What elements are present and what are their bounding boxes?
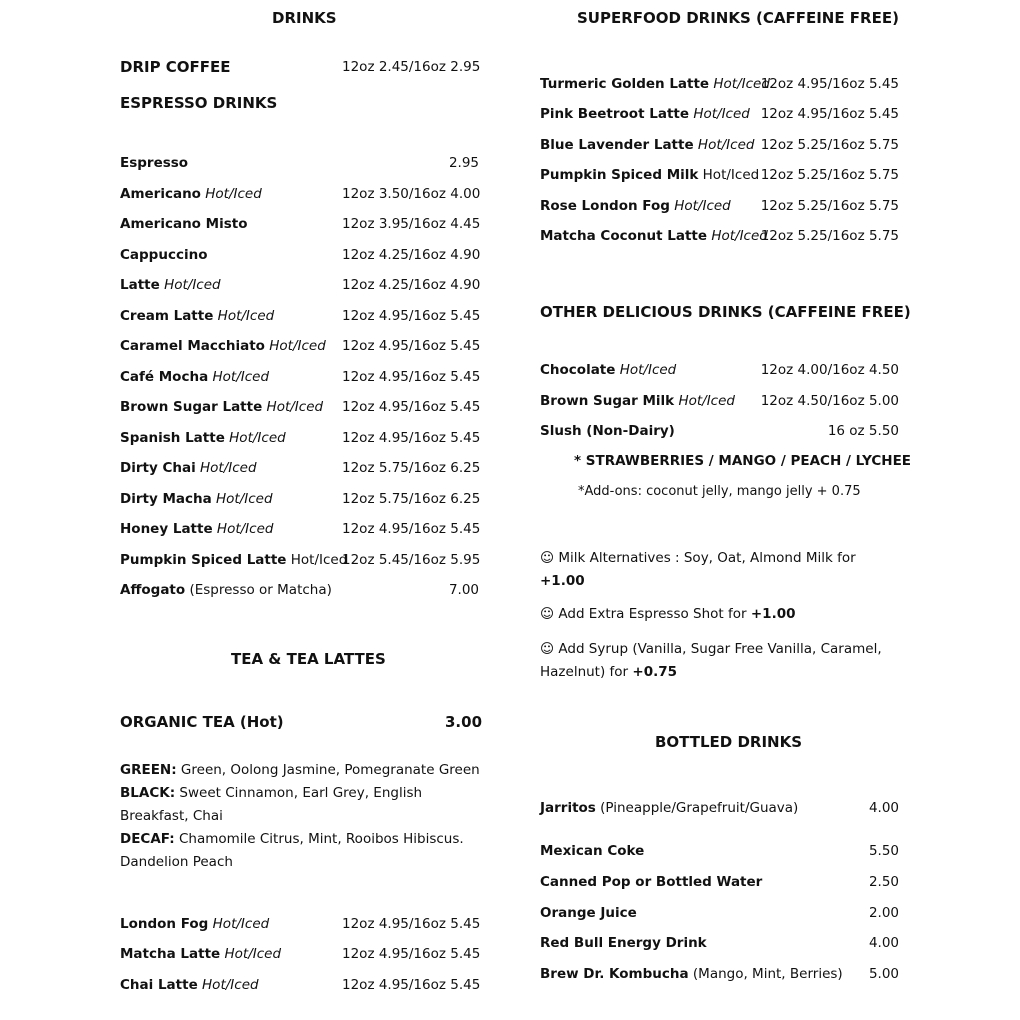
menu-item-name [120, 338, 326, 354]
item-name: Cream Latte [120, 307, 214, 324]
item-name: Brew Dr. Kombucha [540, 966, 689, 982]
item-price: 5.00 [868, 966, 899, 982]
item-extra: (Mango, Mint, Berries) [692, 966, 843, 982]
menu-item-name [540, 106, 750, 122]
item-price: 12oz 4.95/16oz 5.45 [342, 977, 481, 993]
item-price: 12oz 4.95/16oz 5.45 [342, 429, 481, 446]
menu-item-name [120, 247, 207, 263]
item-price: 12oz 4.95/16oz 5.45 [342, 368, 481, 385]
menu-item-name [120, 946, 281, 962]
bottled-item-name [540, 966, 843, 982]
item-modifier: Hot/Iced [678, 393, 735, 409]
item-price: 12oz 5.25/16oz 5.75 [760, 137, 899, 153]
organic-tea-name: ORGANIC TEA (Hot) [120, 713, 284, 731]
tea-type-decaf: DECAF: Chamomile Citrus, Mint, Rooibos Hibiscus. Dandelion Peach [120, 831, 464, 870]
menu-item-name [120, 369, 269, 385]
item-price: 16 oz 5.50 [827, 423, 899, 439]
item-price: 12oz 4.95/16oz 5.45 [342, 521, 481, 537]
item-name: Pink Beetroot Latte [540, 106, 690, 122]
item-modifier: Hot/Iced [217, 307, 275, 324]
item-name: Pumpkin Spiced Milk [540, 167, 699, 183]
organic-tea-price: 3.00 [445, 713, 483, 731]
item-price: 12oz 4.95/16oz 5.45 [342, 946, 481, 962]
item-price: 12oz 4.95/16oz 5.45 [342, 307, 481, 324]
smiley-icon: ☺ [540, 550, 555, 566]
item-modifier: Hot/Iced [229, 429, 286, 446]
drip-coffee-price: 12oz 2.45/16oz 2.95 [342, 59, 481, 75]
item-price: 12oz 5.25/16oz 5.75 [760, 228, 899, 244]
item-modifier: Hot/Iced [216, 490, 273, 507]
menu-item-name [120, 155, 188, 171]
item-name: Brown Sugar Latte [120, 399, 263, 415]
item-modifier: Hot/Iced [269, 338, 326, 354]
item-price: 12oz 4.95/16oz 5.45 [342, 399, 481, 415]
item-name: Red Bull Energy Drink [540, 935, 707, 951]
item-name: Chai Latte [120, 977, 198, 993]
item-price: 12oz 5.75/16oz 6.25 [342, 490, 481, 507]
item-price: 12oz 5.25/16oz 5.75 [760, 167, 899, 183]
menu-item-name [120, 582, 332, 598]
item-price: 12oz 3.95/16oz 4.45 [342, 216, 481, 232]
tea-title: TEA & TEA LATTES [231, 650, 386, 668]
item-name: Brown Sugar Milk [540, 393, 675, 409]
item-modifier: Hot/Iced [713, 76, 770, 92]
item-price: 12oz 5.25/16oz 5.75 [760, 198, 899, 214]
tea-type-black: BLACK: Sweet Cinnamon, Earl Grey, English Breakfast, Chai [120, 785, 423, 824]
item-price: 2.50 [868, 874, 899, 890]
bottled-item-name [540, 905, 637, 921]
item-modifier: Hot/Iced [619, 362, 677, 378]
item-name: Orange Juice [540, 905, 637, 921]
item-name: Caramel Macchiato [120, 338, 265, 354]
item-name: Americano Misto [120, 216, 248, 232]
item-price: 12oz 3.50/16oz 4.00 [342, 185, 481, 202]
item-price: 5.50 [868, 843, 899, 859]
smiley-icon: ☺ [540, 641, 555, 657]
item-name: Turmeric Golden Latte [540, 76, 710, 92]
item-name: Matcha Latte [120, 946, 221, 962]
bottled-item-name [540, 935, 707, 951]
item-name: Cappuccino [120, 246, 208, 263]
item-price: 2.00 [868, 905, 899, 921]
item-name: Dirty Macha [120, 490, 212, 507]
item-name: Chocolate [540, 362, 616, 378]
menu-item-name [120, 916, 269, 932]
item-modifier: Hot/Iced [693, 106, 750, 122]
menu-item-name [120, 491, 273, 507]
item-modifier: Hot/Iced [202, 977, 259, 993]
item-name: Americano [120, 185, 201, 202]
item-modifier: Hot/Iced [266, 399, 324, 415]
slush-addons: *Add-ons: coconut jelly, mango jelly + 0.75 [578, 484, 861, 499]
menu-item-name [540, 137, 754, 153]
item-modifier: Hot/Iced [200, 460, 257, 476]
item-name: Affogato [120, 582, 186, 598]
slush-flavors: * STRAWBERRIES / MANGO / PEACH / LYCHEE [574, 453, 912, 469]
item-name: Rose London Fog [540, 198, 670, 214]
item-extra: (Espresso or Matcha) [189, 582, 332, 598]
item-extra: Hot/Iced [290, 551, 348, 568]
menu-item-name [540, 228, 768, 244]
item-modifier: Hot/Iced [697, 137, 755, 153]
item-price: 12oz 4.50/16oz 5.00 [760, 393, 899, 409]
menu-item-name [120, 399, 323, 415]
menu-item-name [120, 430, 286, 446]
bottled-item-name [540, 874, 762, 890]
drinks-title: DRINKS [272, 9, 337, 27]
item-price: 12oz 5.75/16oz 6.25 [342, 460, 481, 476]
item-price: 12oz 5.45/16oz 5.95 [342, 551, 481, 568]
other-drinks-title: OTHER DELICIOUS DRINKS (CAFFEINE FREE) [540, 303, 911, 321]
item-extra: (Pineapple/Grapefruit/Guava) [600, 800, 799, 816]
bottled-item-name [540, 800, 798, 816]
item-price: 4.00 [868, 935, 899, 951]
item-price: 12oz 4.95/16oz 5.45 [760, 106, 899, 122]
item-price: 4.00 [868, 800, 899, 816]
menu-item-name [120, 460, 257, 476]
tea-types [120, 759, 482, 874]
item-modifier: Hot/Iced [674, 198, 731, 214]
item-modifier: Hot/Iced [164, 277, 221, 293]
item-price: 12oz 4.25/16oz 4.90 [342, 277, 481, 293]
item-name: Mexican Coke [540, 843, 645, 859]
item-price: 2.95 [448, 155, 479, 171]
item-name: Spanish Latte [120, 429, 225, 446]
item-name: Slush (Non-Dairy) [540, 423, 675, 439]
item-price: 7.00 [448, 582, 479, 598]
smiley-icon: ☺ [540, 606, 555, 622]
item-price: 12oz 4.25/16oz 4.90 [342, 246, 481, 263]
menu-item-name [540, 362, 676, 378]
item-price: 12oz 4.95/16oz 5.45 [342, 916, 481, 932]
item-modifier: Hot/Iced [212, 368, 270, 385]
menu-item-name [540, 198, 731, 214]
extra-shot-note: ☺ Add Extra Espresso Shot for +1.00 [540, 606, 796, 622]
syrup-note: ☺ Add Syrup (Vanilla, Sugar Free Vanilla, Caramel, Hazelnut) for +0.75 [540, 641, 882, 680]
item-extra: Hot/Iced [702, 167, 760, 183]
item-modifier: Hot/Iced [212, 916, 270, 932]
item-name: Espresso [120, 155, 189, 171]
tea-type-green: GREEN: Green, Oolong Jasmine, Pomegranate Green [120, 762, 480, 778]
item-modifier: Hot/Iced [711, 228, 768, 244]
menu-item-name [120, 308, 274, 324]
menu-item-name [120, 277, 221, 293]
item-name: Latte [120, 277, 160, 293]
superfood-title: SUPERFOOD DRINKS (CAFFEINE FREE) [577, 9, 899, 27]
item-price: 12oz 4.95/16oz 5.45 [342, 338, 481, 354]
drip-coffee-name: DRIP COFFEE [120, 58, 231, 76]
espresso-drinks-title: ESPRESSO DRINKS [120, 94, 278, 112]
menu-item-name [540, 423, 675, 439]
bottled-drinks-title: BOTTLED DRINKS [655, 733, 803, 751]
item-name: Blue Lavender Latte [540, 137, 694, 153]
menu-item-name [540, 393, 735, 409]
bottled-item-name [540, 843, 644, 859]
item-name: Honey Latte [120, 521, 213, 537]
menu-item-name [540, 76, 770, 92]
item-price: 12oz 4.95/16oz 5.45 [760, 76, 899, 92]
menu-item-name [540, 167, 759, 183]
item-name: Canned Pop or Bottled Water [540, 874, 763, 890]
item-modifier: Hot/Iced [224, 946, 282, 962]
item-name: Matcha Coconut Latte [540, 228, 708, 244]
menu-item-name [120, 521, 273, 537]
item-name: Dirty Chai [120, 460, 196, 476]
milk-alternatives-note: ☺ Milk Alternatives : Soy, Oat, Almond Milk for +1.00 [540, 550, 856, 589]
item-name: London Fog [120, 916, 209, 932]
menu-item-name [120, 977, 259, 993]
item-name: Jarritos [540, 800, 596, 816]
menu-item-name [120, 552, 347, 568]
item-modifier: Hot/Iced [205, 185, 262, 202]
item-modifier: Hot/Iced [216, 521, 274, 537]
item-name: Pumpkin Spiced Latte [120, 551, 287, 568]
menu-item-name [120, 186, 262, 202]
item-price: 12oz 4.00/16oz 4.50 [760, 362, 899, 378]
item-name: Café Mocha [120, 368, 209, 385]
menu-item-name [120, 216, 247, 232]
